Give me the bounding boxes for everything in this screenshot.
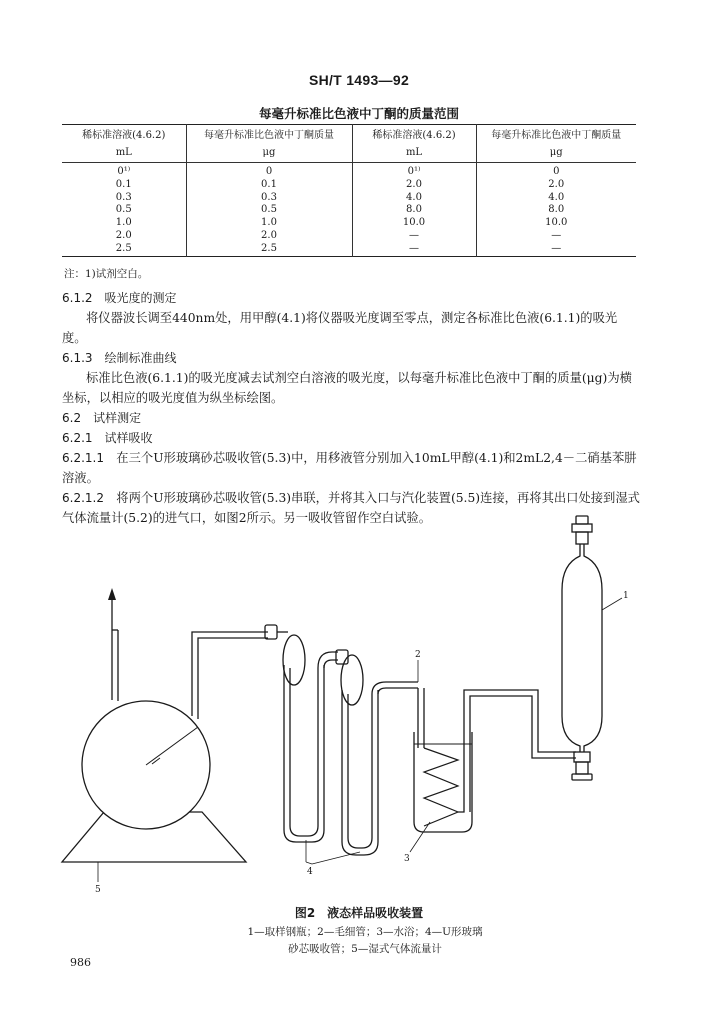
table-cell: 0.5 [62, 204, 186, 217]
table-cell: 10.0 [545, 217, 568, 229]
table-caption: 每毫升标准比色液中丁酮的质量范围 [258, 106, 459, 121]
table-cell: — [551, 242, 562, 254]
paragraph: 标准比色液(6.1.1)的吸光度减去试剂空白溶液的吸光度，以每毫升标准比色液中丁酮的质量(μg)为横坐标，以相应的吸光度值为纵坐标绘图。 [62, 371, 632, 405]
section-heading: 6.1.3 绘制标准曲线 [62, 351, 177, 365]
table-cell: 1.0 [186, 217, 352, 230]
page-number: 986 [70, 956, 91, 969]
callout-label-2: 2 [415, 650, 421, 660]
table-cell: 0 [553, 166, 560, 177]
table-cell: — [352, 230, 476, 243]
running-header: SH/T 1493—92 [308, 72, 410, 88]
table-cell: — [352, 243, 476, 256]
u-tube-absorbers [265, 625, 418, 864]
table-cell: 2.0 [352, 179, 476, 192]
table-cell: 0.3 [62, 192, 186, 205]
table-cell: 2.5 [186, 243, 352, 256]
callout-label-3: 3 [404, 854, 410, 864]
table-cell: 2.0 [186, 230, 352, 243]
section-heading: 6.1.2 吸光度的测定 [62, 291, 177, 305]
clause-number: 6.2.1.1 [62, 451, 104, 465]
table-note: 注：1)试剂空白。 [64, 268, 149, 280]
legend-line: 1—取样钢瓶；2—毛细管；3—水浴；4—U形玻璃 [247, 926, 483, 938]
table-cell: 2.0 [62, 230, 186, 243]
clause-text: 在三个U形玻璃砂芯吸收管(5.3)中，用移液管分别加入10mL甲醇(4.1)和2mL2,4－二硝基苯肼溶液。 [62, 451, 637, 485]
callout-label-4: 4 [307, 867, 313, 877]
table-cell: 0.1 [186, 179, 352, 192]
table-cell: 4.0 [548, 191, 565, 203]
section-heading: 6.2.1 试样吸收 [62, 431, 153, 445]
water-bath [410, 660, 576, 852]
table-cell: 1.0 [62, 217, 186, 230]
table-cell: 2.5 [62, 243, 186, 256]
figure-caption: 图2 液态样品吸收装置 [294, 906, 424, 920]
table-cell: 0¹⁾ [62, 163, 186, 179]
table-cell: 8.0 [352, 204, 476, 217]
callout-label-5: 5 [95, 885, 101, 895]
clause-text: 将两个U形玻璃砂芯吸收管(5.3)串联，并将其入口与汽化装置(5.5)连接，再将其出口处接到湿式气体流量计(5.2)的进气口，如图2所示。另一吸收管留作空白试验。 [62, 491, 640, 525]
sampling-cylinder [562, 516, 622, 780]
connecting-tube [192, 632, 268, 719]
column-header: 每毫升标准比色液中丁酮质量 μg [186, 125, 352, 163]
legend-line: 砂芯吸收管；5—湿式气体流量计 [288, 943, 442, 955]
section-heading: 6.2 试样测定 [62, 411, 142, 425]
clause-number: 6.2.1.2 [62, 491, 104, 505]
table-cell: 0¹⁾ [352, 163, 476, 179]
figure-legend [200, 924, 530, 958]
table-cell: 8.0 [548, 204, 565, 216]
table-cell: 0.5 [186, 204, 352, 217]
table-cell: 0.1 [62, 179, 186, 192]
column-header: 每毫升标准比色液中丁酮质量 μg [476, 125, 636, 163]
table-cell: 0 [186, 163, 352, 179]
paragraph: 将仪器波长调至440nm处，用甲醇(4.1)将仪器吸光度调至零点，测定各标准比色液(6.1.1)的吸光度。 [62, 311, 618, 345]
callout-label-1: 1 [623, 591, 629, 601]
column-header: 稀标准溶液(4.6.2) mL [352, 125, 476, 163]
table-cell: 0.3 [186, 192, 352, 205]
table-cell: 2.0 [548, 178, 565, 190]
column-header: 稀标准溶液(4.6.2) mL [62, 125, 186, 163]
table-cell: 4.0 [352, 192, 476, 205]
table-cell: — [551, 229, 562, 241]
table-cell: 10.0 [352, 217, 476, 230]
